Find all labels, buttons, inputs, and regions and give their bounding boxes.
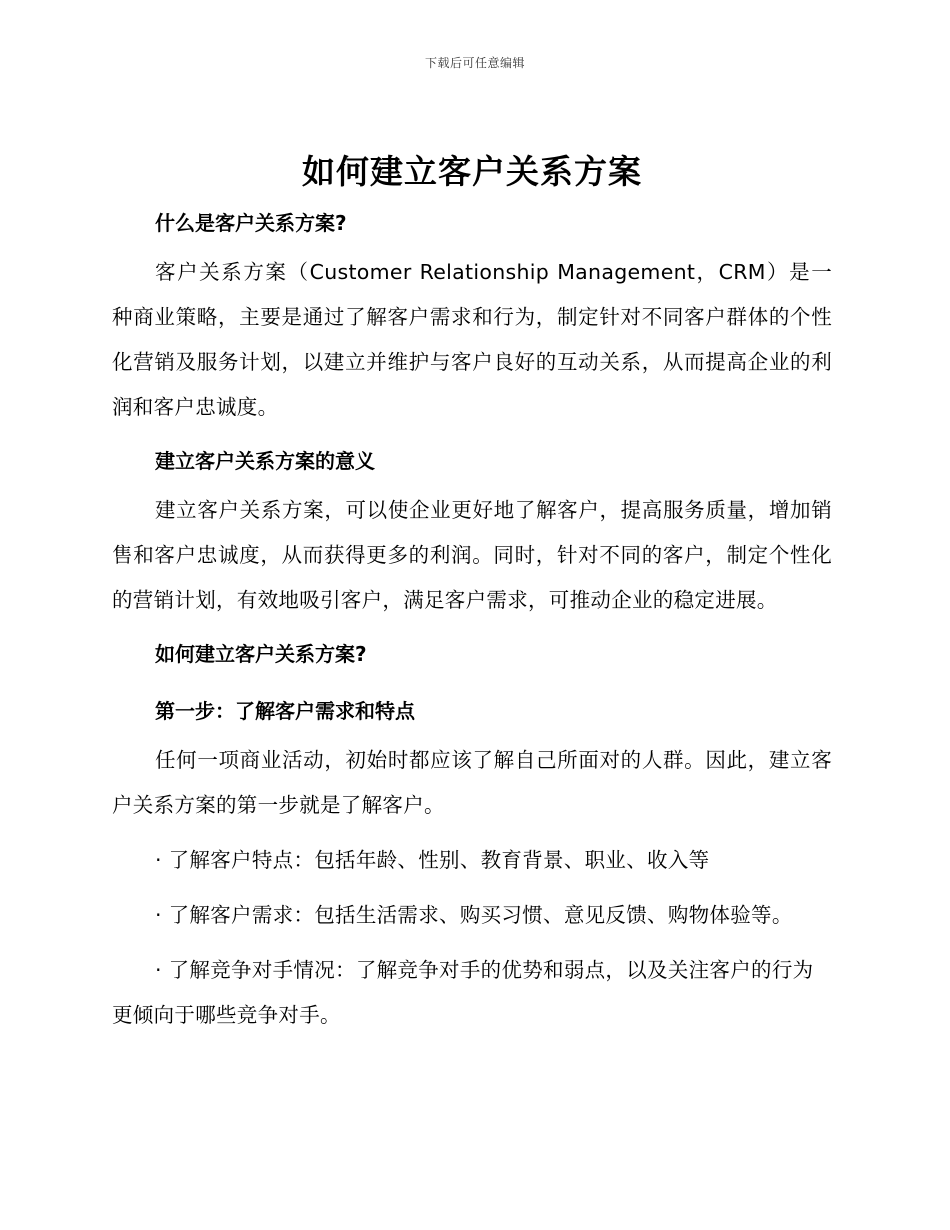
paragraph-step-one: 任何一项商业活动，初始时都应该了解自己所面对的人群。因此，建立客户关系方案的第一步就是了解客户。 bbox=[112, 748, 832, 817]
section-heading-what-is: 什么是客户关系方案? bbox=[155, 211, 347, 235]
bullet-customer-needs: · 了解客户需求：包括生活需求、购买习惯、意见反馈、购物体验等。 bbox=[155, 903, 793, 927]
paragraph-significance: 建立客户关系方案，可以使企业更好地了解客户，提高服务质量，增加销售和客户忠诚度，从而获得更多的利润。同时，针对不同的客户，制定个性化的营销计划，有效地吸引客户，满足客户需求，可推动企业的稳定进展。 bbox=[112, 498, 832, 612]
section-heading-step-one: 第一步：了解客户需求和特点 bbox=[155, 699, 415, 723]
paragraph-what-is: 客户关系方案（Customer Relationship Management，CRM）是一种商业策略，主要是通过了解客户需求和行为，制定针对不同客户群体的个性化营销及服务计划，以建立并维护与客户良好的互动关系，从而提高企业的利润和客户忠诚度。 bbox=[112, 260, 832, 419]
document-body bbox=[112, 148, 832, 1038]
bullet-customer-traits: · 了解客户特点：包括年龄、性别、教育背景、职业、收入等 bbox=[155, 848, 710, 872]
header-note: 下载后可任意编辑 bbox=[424, 56, 525, 70]
section-heading-significance: 建立客户关系方案的意义 bbox=[155, 449, 375, 473]
section-heading-how-to: 如何建立客户关系方案? bbox=[155, 642, 367, 666]
bullet-competitors: · 了解竞争对手情况：了解竞争对手的优势和弱点，以及关注客户的行为更倾向于哪些竞争对手。 bbox=[112, 958, 814, 1027]
document-title: 如何建立客户关系方案 bbox=[302, 152, 642, 191]
